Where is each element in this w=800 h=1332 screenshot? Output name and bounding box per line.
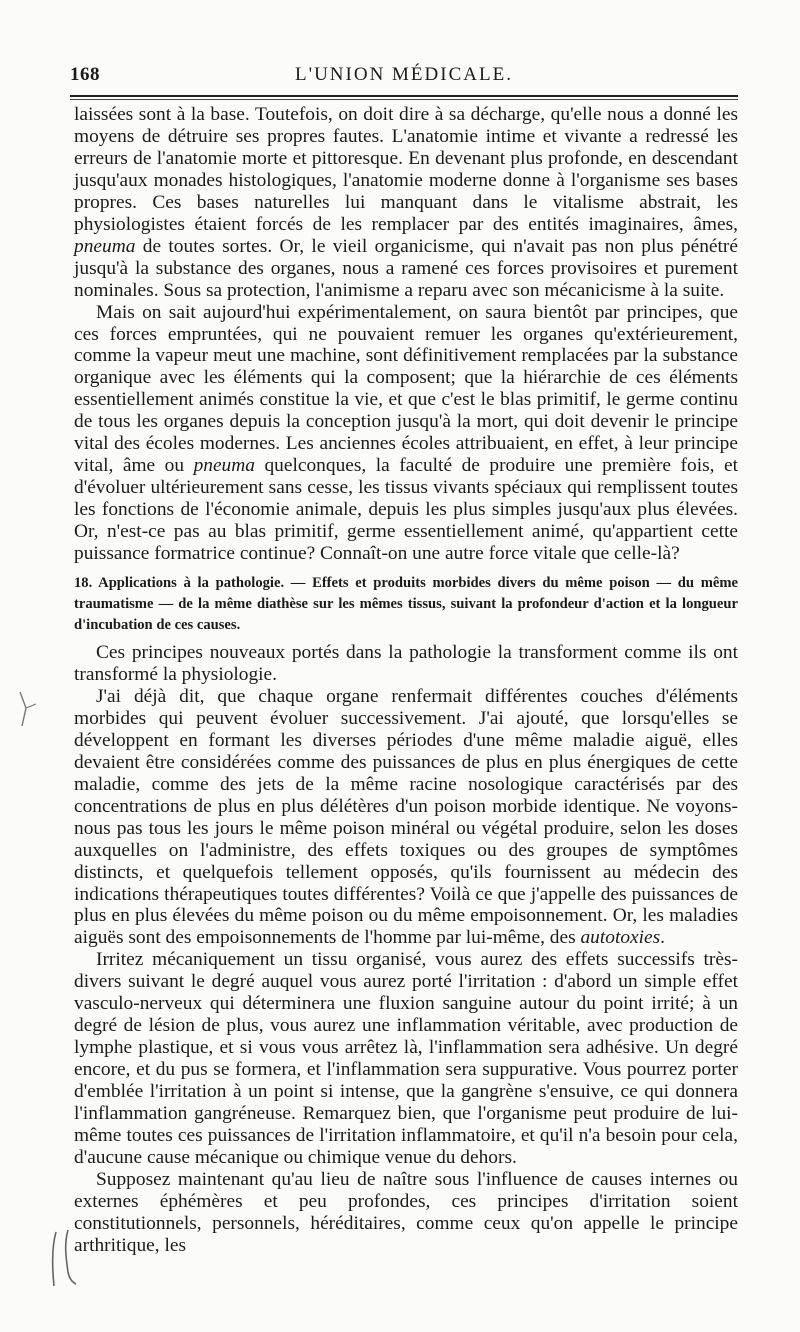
paragraph-5-text: Irritez mécaniquement un tissu organisé, vous aurez des effets successifs très-divers suivant le degré auquel vous aurez porté l'irritation : d'abord un simple effet vasculo-nerveux qui déterminera une fluxion sanguine autour du point irrité; à un degré de lésion de plus, vous aurez une inflammation véritable, avec production de lymphe plastique, et si vous vous arrêtez là, l'inflammation sera adhésive. Un degré encore, et du pus se formera, et l'inflammation sera suppurative. Vous pourrez porter d'emblée l'irritation à un point si intense, que la gangrène s'ensuive, ce qui donnera l'inflammation gangréneuse. Remarquez bien, que l'organisme peut produire de lui-même toutes ces puissances de l'irritation inflammatoire, et qu'il n'a besoin pour cela, d'aucune cause mécanique ou chimique venue du dehors.	[74, 949, 738, 1168]
paragraph-1-italic: pneuma	[74, 235, 136, 257]
section-heading	[74, 573, 738, 636]
header-rule	[70, 95, 738, 97]
body-text	[74, 104, 738, 1257]
paragraph-4-text-a: J'ai déjà dit, que chaque organe renfermait différentes couches d'éléments morbides qui peuvent évoluer successivement. J'ai ajouté, que lorsqu'elles se développent en formant les diverses périodes d'une même maladie aiguë, elles devaient être considérées comme des puissances de plus en plus énergiques de cette maladie, comme des jets de la même racine nosologique caractérisés par des concentrations de plus en plus délétères d'un poison morbide identique. Ne voyons-nous pas tous les jours le même poison minéral ou végétal produire, selon les doses auxquelles on l'administre, des effets toxiques ou des groupes de symptômes distincts, et quelquefois tellement opposés, qu'ils fournissent au médecin des indications thérapeutiques toutes différentes? Voilà ce que j'appelle des puissances de plus en plus élevées du même poison ou du même empoisonnement. Or, les maladies aiguës sont des empoisonnements de l'homme par lui-même, des	[74, 685, 738, 949]
journal-title: L'UNION MÉDICALE.	[295, 64, 513, 85]
section-heading-text: Applications à la pathologie. — Effets et produits morbides divers du même poison — du même traumatisme — de la même diathèse sur les mêmes tissus, suivant la profondeur d'action et la longueur d'incubation de ces causes.	[74, 575, 739, 634]
pencil-margin-mark-icon	[12, 686, 52, 736]
paragraph-6-text: Supposez maintenant qu'au lieu de naître sous l'influence de causes internes ou externes éphémères et peu profondes, ces principes d'irritation soient constitutionnels, personnels, héréditaires, comme ceux qu'on appelle le principe arthritique, les	[74, 1168, 738, 1256]
section-number: 18.	[74, 575, 93, 592]
paragraph-2-text-a: Mais on sait aujourd'hui expérimentalement, on saura bientôt par principes, que ces forces empruntées, qui ne pouvaient remuer les organes qu'extérieurement, comme la vapeur meut une machine, sont définitivement remplacées par la substance organique avec les éléments qui la composent; que la hiérarchie de ces éléments essentiellement animés constitue la vie, et que c'est le blas primitif, le germe continu de tous les organes depuis la conception jusqu'à la mort, qui doit devenir le principe vital des écoles modernes. Les anciennes écoles attribuaient, en effet, à leur principe vital, âme ou	[74, 301, 738, 477]
paragraph-1-text-a: laissées sont à la base. Toutefois, on doit dire à sa décharge, qu'elle nous a donné les moyens de détruire ses propres fautes. L'anatomie intime et vivante a redressé les erreurs de l'anatomie morte et pittoresque. En devenant plus profonde, en descendant jusqu'aux monades histologiques, l'anatomie moderne donne à l'organisme ses bases propres. Ces bases naturelles lui manquant dans le vitalisme abstrait, les physiologistes étaient forcés de les remplacer par des entités imaginaires, âmes,	[74, 104, 738, 235]
paragraph-2	[74, 302, 738, 565]
paragraph-4-text-b: .	[660, 927, 666, 949]
paragraph-6	[74, 1169, 738, 1257]
paragraph-4	[74, 686, 738, 949]
page-number: 168	[70, 64, 100, 85]
paragraph-2-italic: pneuma	[193, 455, 255, 477]
header-rule-thin	[70, 99, 738, 100]
paragraph-3-text: Ces principes nouveaux portés dans la pathologie la transforment comme ils ont transformé la physiologie.	[74, 642, 738, 685]
paragraph-1-text-b: de toutes sortes. Or, le vieil organicisme, qui n'avait pas non plus pénétré jusqu'à la substance des organes, nous a ramené ces forces provisoires et purement nominales. Sous sa protection, l'animisme a reparu avec son mécanicisme à la suite.	[74, 235, 738, 301]
handwritten-margin-mark-icon	[38, 1228, 78, 1288]
paragraph-1	[74, 104, 738, 302]
paragraph-2-text-b: quelconques, la faculté de produire une première fois, et d'évoluer ultérieurement sans cesse, les tissus vivants spéciaux qui remplissent toutes les fonctions de l'économie animale, depuis les plus simples jusqu'aux plus élevées. Or, n'est-ce pas au blas primitif, germe essentiellement animé, qu'appartient cette puissance formatrice continue? Connaît-on une autre force vitale que celle-là?	[74, 455, 738, 565]
paragraph-3	[74, 642, 738, 686]
running-header	[70, 58, 738, 88]
paragraph-5	[74, 949, 738, 1169]
paragraph-4-italic: autotoxies	[580, 927, 661, 949]
